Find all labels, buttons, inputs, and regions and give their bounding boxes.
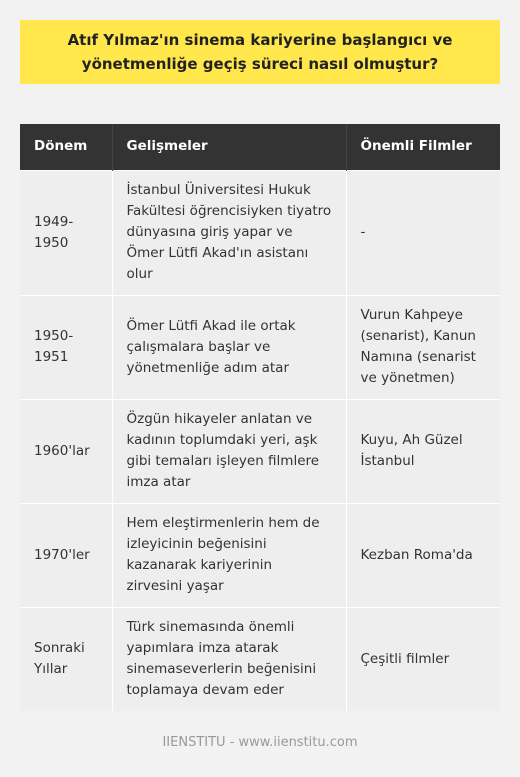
developments-cell: Ömer Lütfi Akad ile ortak çalışmalara başlar ve yönetmenliğe adım atar bbox=[112, 295, 346, 399]
films-cell: Çeşitli filmler bbox=[346, 607, 500, 711]
table-row bbox=[20, 503, 500, 607]
header-developments: Gelişmeler bbox=[112, 124, 346, 170]
films-cell: Vurun Kahpeye (senarist), Kanun Namına (senarist ve yönetmen) bbox=[346, 295, 500, 399]
table-row bbox=[20, 295, 500, 399]
developments-cell: Özgün hikayeler anlatan ve kadının toplumdaki yeri, aşk gibi temaları işleyen filmlere imza atar bbox=[112, 399, 346, 503]
table-row bbox=[20, 170, 500, 295]
developments-cell: Türk sinemasında önemli yapımlara imza atarak sinemaseverlerin beğenisini toplamaya devam eder bbox=[112, 607, 346, 711]
period-cell: 1950-1951 bbox=[20, 295, 112, 399]
question-text: Atıf Yılmaz'ın sinema kariyerine başlangıcı ve yönetmenliğe geçiş süreci nasıl olmuştur? bbox=[67, 31, 453, 73]
period-cell: Sonraki Yıllar bbox=[20, 607, 112, 711]
period-cell: 1960'lar bbox=[20, 399, 112, 503]
header-period: Dönem bbox=[20, 124, 112, 170]
films-cell: Kuyu, Ah Güzel İstanbul bbox=[346, 399, 500, 503]
developments-cell: Hem eleştirmenlerin hem de izleyicinin beğenisini kazanarak kariyerinin zirvesini yaşar bbox=[112, 503, 346, 607]
films-cell: Kezban Roma'da bbox=[346, 503, 500, 607]
header-films: Önemli Filmler bbox=[346, 124, 500, 170]
question-banner bbox=[20, 20, 500, 84]
developments-cell: İstanbul Üniversitesi Hukuk Fakültesi öğrencisiyken tiyatro dünyasına giriş yapar ve Ömer Lütfi Akad'ın asistanı olur bbox=[112, 170, 346, 295]
films-cell: - bbox=[346, 170, 500, 295]
table-row bbox=[20, 607, 500, 711]
career-table bbox=[20, 124, 500, 711]
period-cell: 1949-1950 bbox=[20, 170, 112, 295]
table-row bbox=[20, 399, 500, 503]
period-cell: 1970'ler bbox=[20, 503, 112, 607]
table-header-row bbox=[20, 124, 500, 170]
footer-credit: IIENSTITU - www.iienstitu.com bbox=[162, 735, 358, 750]
